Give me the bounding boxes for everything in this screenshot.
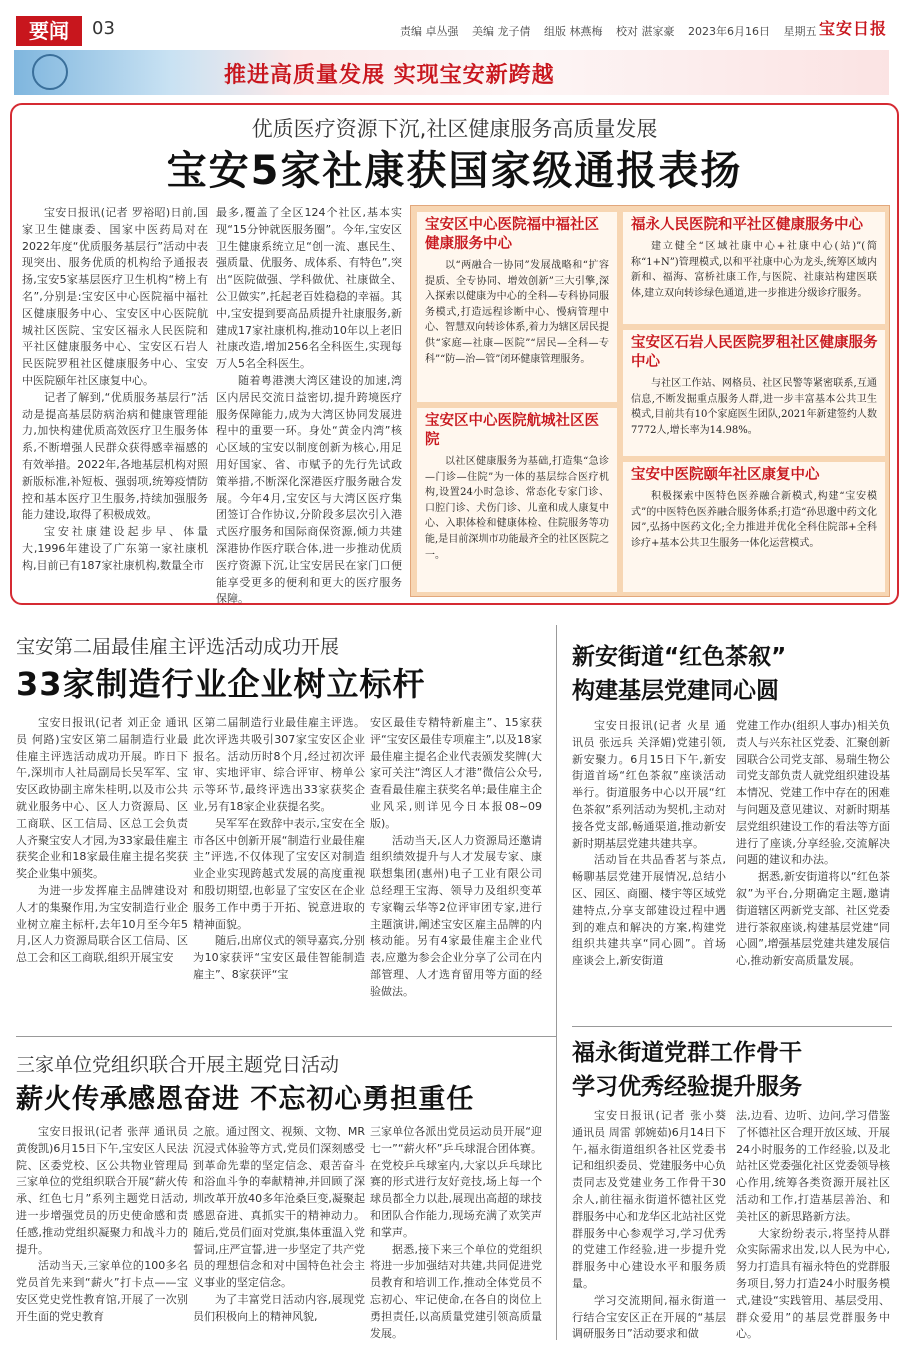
paragraph: 活动旨在共品香茗与茶点,畅聊基层党建开展情况,总结小区、园区、商圈、楼宇等区域党建特点,分享支部建设过程中遇到的难点和解决的方案,构建党组织共建共享“同心圆”。首场座谈会上,新安街道 xyxy=(572,853,726,968)
section-divider xyxy=(16,1036,556,1037)
paragraph: 据悉,新安街道将以“红色茶叙”为平台,分期确定主题,邀请街道辖区两新党支部、社区党委进行茶叙座谈,构建基层党建“同心圆”,增强基层党建共建发展信心,推动新安高质量发展。 xyxy=(736,870,890,968)
story5-column-1 xyxy=(572,1108,726,1344)
designer-credit: 美编 龙子倩 xyxy=(472,25,531,38)
story3-headline-line1: 新安街道“红色茶叙” xyxy=(572,644,787,670)
story3-column-1 xyxy=(572,718,726,1018)
card-title: 宝安区石岩人民医院罗租社区健康服务中心 xyxy=(631,335,878,370)
card-body xyxy=(623,374,885,438)
banner-slogan: 推进高质量发展 实现宝安新跨越 xyxy=(224,63,555,88)
paragraph: 宝安日报讯(记者 火星 通讯员 张远兵 关泽媚)党建引领,新安聚力。6月15日下午,新安街道首场“红色茶叙”座谈活动举行。街道服务中心以开展“红色茶叙”系列活动为契机,主动对接各党支部,畅通渠道,推动新安新时期基层党建共建共享。 xyxy=(572,719,726,850)
card-luozu xyxy=(623,330,885,456)
editorial-credits xyxy=(400,23,827,39)
story5-headline-line2: 学习优秀经验提升服务 xyxy=(572,1074,802,1100)
paragraph: 宝安日报讯(记者 罗裕昭)日前,国家卫生健康委、国家中医药局对在2022年度“优质服务基层行”活动中表现突出、服务优质的机构给予通报表扬,宝安5家基层医疗卫生机构“榜上有名”,分别是:宝安区中心医院福中福社区健康服务中心、宝安区中心医院航城社区医院、宝安区福永人民医院和平社区健康服务中心、宝安区石岩人民医院罗租社区健康服务中心、宝安中医院颐年社区康复中心。 xyxy=(22,206,208,387)
proofreader-credit: 校对 湛家豪 xyxy=(616,25,675,38)
story5-column-2 xyxy=(736,1108,890,1344)
lead-headline: 宝安5家社康获国家级通报表扬 xyxy=(166,148,743,194)
story2-column-3 xyxy=(370,715,542,1025)
story4-subhead: 三家单位党组织联合开展主题党日活动 xyxy=(16,1054,340,1076)
paragraph: 活动当天,区人力资源局还邀请组织绩效提升与人才发展专家、康联想集团(惠州)电子工业有限公司总经理王宝海、领导力及组织变革专家鞠云华等2位评审团专家,进行主题演讲,阐述宝安区雇主品牌的内核动能。另有4家最佳雇主企业代表,应邀为参会企业分享了公司在内部管理、人才选育留用等方面的经验做法。 xyxy=(370,833,542,998)
story2-column-2 xyxy=(193,715,365,1025)
story4-headline: 薪火传承感恩奋进 不忘初心勇担重任 xyxy=(16,1084,475,1115)
paragraph: 据悉,接下来三个单位的党组织将进一步加强结对共建,共同促进党员教育和培训工作,推动全体党员不忘初心、牢记使命,在各自的岗位上勇担责任,以高质量党建引领高质量发展。 xyxy=(370,1242,542,1340)
story-party-day xyxy=(16,1050,556,1116)
paragraph: 宝安日报讯(记者 张萍 通讯员 黄俊凯)6月15日下午,宝安区人民法院、区委党校、区公共物业管理局三家单位的党组织联合开展“薪火传承、红色七月”系列主题党日活动,进一步增强党员的历史使命感和责任感,推动党组织凝聚力和战斗力的提升。 xyxy=(16,1125,188,1256)
card-text: 积极探索中医特色医养融合新模式,构建“宝安模式”的中医特色医养融合服务体系;打造“孙思邈中药文化园”,弘扬中医药文化;全力推进并优化全科住院部+全科诊疗+基本公共卫生服务一体化运营模式。 xyxy=(631,491,877,549)
section-divider xyxy=(572,1026,892,1027)
lead-column-2 xyxy=(216,205,402,606)
paragraph: 三家单位各派出党员运动员开展“迎七一”“薪火杯”乒乓球混合团体赛。在党校乒乓球室内,大家以乒乓球比赛的形式进行友好竞技,场上每一个球员都全力以赴,展现出高超的球技和团队合作能力,现场充满了欢笑声和掌声。 xyxy=(370,1125,542,1239)
card-title: 福永人民医院和平社区健康服务中心 xyxy=(631,217,863,233)
story4-column-2 xyxy=(193,1124,365,1344)
story-xinan xyxy=(572,640,892,708)
card-text: 建立健全“区域社康中心+社康中心(站)”(简称“1+N”)管理模式,以和平社康中心为龙头,统筹区域内新和、福海、富桥社康工作,与医院、社康站构建医联体,建立双向转诊绿色通道,进一步推进分级诊疗服务。 xyxy=(631,241,877,299)
paragraph: 区第二届制造行业最佳雇主评选。此次评选共吸引307家宝安区企业报名。活动历时8个月,经过初次评审、实地评审、综合评审、榜单公示等环节,最终评选出33家获奖企业,另有18家企业获提名奖。 xyxy=(193,716,365,813)
card-text: 与社区工作站、网格员、社区民警等紧密联系,互通信息,不断发掘重点服务人群,进一步丰富基本公共卫生模式,目前共有10个家庭医生团队,2021年新建签约人数7772人,增长率为14.98%。 xyxy=(631,378,877,436)
card-body xyxy=(623,487,885,551)
card-fuzhongfu xyxy=(417,212,617,402)
paragraph: 最多,覆盖了全区124个社区,基本实现“15分钟就医服务圈”。今年,宝安区卫生健康系统立足“创一流、惠民生、强质量、优服务、成体系、有特色”,突出“医院做强、学科做优、社康做全、公卫做实”,托起老百姓稳稳的幸福。其中,宝安提到要高品质提升社康服务,新建成17家社康机构,推动10年以上老旧社康改造,增加256名全科医生,实现每万人5名全科医生。 xyxy=(216,206,402,371)
card-title: 宝安区中心医院福中福社区健康服务中心 xyxy=(425,217,599,252)
hospital-sidebar xyxy=(410,205,890,597)
paragraph: 为进一步发挥雇主品牌建设对人才的集聚作用,为宝安制造行业企业树立雇主标杆,去年10月至今年5月,区人力资源局联合区工信局、区总工会和区工商联,组织开展宝安 xyxy=(16,883,188,965)
card-text: 以社区健康服务为基础,打造集“急诊—门诊—住院”为一体的基层综合医疗机构,设置24小时急诊、常态化专家门诊、口腔门诊、犬伤门诊、儿童和成人康复中心、入职体检和健康体检、住院服务等功能,是目前深圳市功能最齐全的社区医院之一。 xyxy=(425,456,609,561)
card-body xyxy=(417,256,617,367)
lead-column-1 xyxy=(22,205,208,597)
story5-headline-line1: 福永街道党群工作骨干 xyxy=(572,1040,802,1066)
paragraph: 活动当天,三家单位的100多名党员首先来到“薪火”打卡点——宝安区党史党性教育馆,开展了一次别开生面的党史教育 xyxy=(16,1259,188,1323)
paragraph: 大家纷纷表示,将坚持从群众实际需求出发,以人民为中心,努力打造具有福永特色的党群服务项目,努力打造24小时服务模式,建设“实践管用、基层受用、群众爱用”的基层党群服务中心。 xyxy=(736,1226,890,1341)
issue-date: 2023年6月16日 xyxy=(688,25,770,38)
editor-credit: 责编 卓丛强 xyxy=(400,25,459,38)
column-divider xyxy=(556,625,557,1340)
organizer-credit: 组版 林燕梅 xyxy=(544,25,603,38)
story-fuyong xyxy=(572,1036,892,1104)
issue-weekday: 星期五 xyxy=(783,25,817,38)
paragraph: 记者了解到,“优质服务基层行”活动是提高基层防病治病和健康管理能力,加快构建优质高效医疗卫生服务体系,不断增强人民群众获得感幸福感的有效举措。2022年,各地基层机构对照新版标准,补短板、强弱项,统筹疫情防控和基本医疗卫生服务,持续加强服务能力建设,取得了积极成效。 xyxy=(22,390,208,522)
story2-subhead: 宝安第二届最佳雇主评选活动成功开展 xyxy=(16,636,340,658)
paragraph: 随后,出席仪式的领导嘉宾,分别为10家获评“宝安区最佳智能制造雇主”、8家获评“宝 xyxy=(193,934,365,981)
card-title: 宝安区中心医院航城社区医院 xyxy=(425,413,599,448)
story3-headline-line2: 构建基层党建同心圆 xyxy=(572,678,779,704)
story2-column-1 xyxy=(16,715,188,1025)
lead-subhead: 优质医疗资源下沉,社区健康服务高质量发展 xyxy=(251,117,658,141)
card-yinian xyxy=(623,462,885,592)
masthead xyxy=(12,12,891,48)
paragraph: 随着粤港澳大湾区建设的加速,湾区内居民交流日益密切,提升跨境医疗服务保障能力,成为大湾区协同发展进程中的重要一环。身处“黄金内湾”核心区域的宝安以制度创新为核心,用足用好国家、省、市赋予的先行先试政策举措,不断深化深港医疗服务融合发展。今年4月,宝安区与大湾区医疗集团签订合作协议,分阶段多层次引入港式医疗服务和国际商保资源,倾力共建深港协作医疗联合体,进一步推动优质医疗资源下沉,让宝安居民在家门口便能享受更多的便利和更大的医疗服务保障。 xyxy=(216,373,402,606)
page-number: 03 xyxy=(92,18,115,39)
theme-banner xyxy=(14,50,889,95)
paragraph: 安区最佳专精特新雇主”、15家获评“宝安区最佳专项雇主”,以及18家最佳雇主提名企业代表颁发奖牌(大家可关注“湾区人才港”微信公众号,查看最佳雇主获奖名单;最佳雇主企业风采,则详见今日本报08~09版)。 xyxy=(370,716,542,830)
paragraph: 宝安日报讯(记者 张小葵 通讯员 周雷 郭婉茹)6月14日下午,福永街道组织各社区党委书记和组织委员、党建服务中心负责同志及党建业务工作骨干30余人,前往福永街道怀德社区党群服务中心和龙华区北站社区党群服务中心参观学习,学习优秀的党建工作经验,进一步提升党群服务中心建设水平和服务质量。 xyxy=(572,1109,726,1290)
lead-story xyxy=(10,103,899,605)
ferris-wheel-icon xyxy=(32,54,68,90)
card-heping xyxy=(623,212,885,324)
card-title: 宝安中医院颐年社区康复中心 xyxy=(631,467,820,483)
section-badge: 要闻 xyxy=(16,16,82,46)
paragraph: 法,边看、边听、边问,学习借鉴了怀德社区合理开放区域、开展24小时服务的工作经验,以及北站社区党委强化社区党委领导核心作用,统筹各类资源开展社区活动和工作,打造基层善治、和美社区的新思路新方法。 xyxy=(736,1109,890,1223)
paragraph: 吴军军在致辞中表示,宝安在全市各区中创新开展“制造行业最佳雇主”评选,不仅体现了宝安区对制造业企业实现跨越式发展的高度重视和殷切期望,也彰显了宝安区在企业服务工作中勇于开拓、锐意进取的精神面貌。 xyxy=(193,816,365,931)
story4-column-1 xyxy=(16,1124,188,1344)
paragraph: 为了丰富党日活动内容,展现党员们积极向上的精神风貌, xyxy=(193,1292,365,1323)
story3-column-2 xyxy=(736,718,890,1018)
story4-column-3 xyxy=(370,1124,542,1344)
newspaper-logo: 宝安日报 xyxy=(818,19,887,38)
card-body xyxy=(623,237,885,301)
paragraph: 之旅。通过图文、视频、文物、MR沉浸式体验等方式,党员们深刻感受到革命先辈的坚定信念、艰苦奋斗和浴血斗争的奉献精神,并回顾了深圳改革开放40多年沧桑巨变,凝聚起感恩奋进、真抓实干的精神动力。随后,党员们面对党旗,集体重温入党誓词,庄严宣誓,进一步坚定了共产党员的理想信念和对中国特色社会主义事业的坚定信念。 xyxy=(193,1125,365,1290)
card-text: 以“两融合一协同”发展战略和“扩容提质、全专协同、增效创新”三大引擎,深入探索以健康为中心的全科—专科协同服务模式,打造远程诊断中心、慢病管理中心、智慧双向转诊体系,着力为辖区居民提供“家庭—社康—医院”“居民—全科—专科”“防—治—管”闭环健康管理服务。 xyxy=(425,260,609,365)
card-hangcheng xyxy=(417,408,617,592)
paragraph: 学习交流期间,福永街道一行结合宝安区正在开展的“基层调研服务日”活动要求和做 xyxy=(572,1293,726,1341)
paragraph: 宝安社康建设起步早、体量大,1996年建设了广东第一家社康机构,目前已有187家社康机构,数量全市 xyxy=(22,525,208,572)
story2-headline: 33家制造行业企业树立标杆 xyxy=(16,665,426,703)
story-employer xyxy=(16,632,556,705)
paragraph: 宝安日报讯(记者 刘正金 通讯员 何路)宝安区第二届制造行业最佳雇主评选活动成功开展。昨日下午,深圳市人社局副局长吴军军、宝安区政协副主席朱桂明,以及市公共就业服务中心、区人力资源局、区工商联、区工信局、区总工会负责人齐聚宝安人才园,为33家最佳雇主获奖企业和18家最佳雇主提名奖获奖企业集中颁奖。 xyxy=(16,716,188,881)
paragraph: 党建工作办(组织人事办)相关负责人与兴东社区党委、汇聚创新园联合公司党支部、易瑞生物公司党支部负责人就党组织建设基本情况、党建工作中存在的困难与问题及意见建议、对新时期基层党组织建设工作的看法等方面进行了座谈,分享经验,交流解决问题的建议和办法。 xyxy=(736,719,890,867)
card-body xyxy=(417,452,617,563)
